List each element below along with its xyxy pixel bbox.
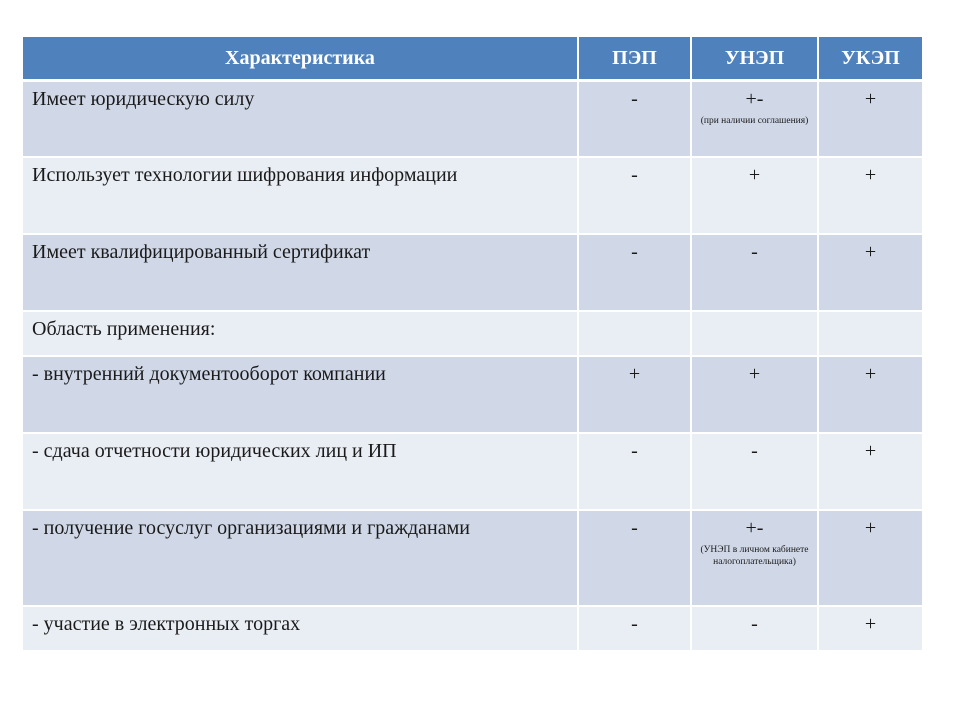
row-label: Имеет юридическую силу: [23, 81, 578, 157]
signature-comparison-table: [23, 37, 922, 652]
cell-ukep: +: [818, 433, 922, 510]
cell-pep: -: [578, 234, 691, 311]
cell-pep: +: [578, 356, 691, 433]
cell-pep: -: [578, 606, 691, 651]
table-row: [23, 356, 922, 433]
cell-pep: -: [578, 81, 691, 157]
cell-ukep: +: [818, 81, 922, 157]
cell-unep-value: +-: [745, 88, 764, 110]
row-label: Имеет квалифицированный сертификат: [23, 234, 578, 311]
header-ukep: УКЭП: [818, 37, 922, 81]
cell-pep: -: [578, 433, 691, 510]
cell-ukep: +: [818, 356, 922, 433]
cell-unep-note: (УНЭП в личном кабинете налогоплательщика): [700, 544, 809, 567]
cell-unep: -: [691, 234, 818, 311]
header-pep: ПЭП: [578, 37, 691, 81]
table-row: [23, 157, 922, 234]
cell-pep: -: [578, 510, 691, 606]
table-row: [23, 234, 922, 311]
signature-comparison-table-wrapper: [23, 37, 922, 652]
section-label: Область применения:: [23, 311, 578, 356]
row-label: - участие в электронных торгах: [23, 606, 578, 651]
cell-unep: -: [691, 606, 818, 651]
cell-unep: +: [691, 356, 818, 433]
cell-ukep: +: [818, 157, 922, 234]
cell-ukep: +: [818, 234, 922, 311]
cell-unep-note: (при наличии соглашения): [700, 116, 809, 126]
table-row: [23, 433, 922, 510]
cell-unep-value: +-: [745, 516, 764, 539]
cell-unep: [691, 81, 818, 157]
cell-unep: [691, 311, 818, 356]
header-characteristic: Характеристика: [23, 37, 578, 81]
row-label: - сдача отчетности юридических лиц и ИП: [23, 433, 578, 510]
row-label: - внутренний документооборот компании: [23, 356, 578, 433]
cell-unep: +: [691, 157, 818, 234]
table-row: [23, 606, 922, 651]
cell-unep: [691, 510, 818, 606]
cell-ukep: +: [818, 510, 922, 606]
cell-ukep: +: [818, 606, 922, 651]
row-label: Использует технологии шифрования информации: [23, 157, 578, 234]
header-unep: УНЭП: [691, 37, 818, 81]
table-header-row: [23, 37, 922, 81]
table-row: [23, 81, 922, 157]
row-label: - получение госуслуг организациями и гражданами: [23, 510, 578, 606]
cell-pep: [578, 311, 691, 356]
table-row-section: [23, 311, 922, 356]
cell-ukep: [818, 311, 922, 356]
table-row: [23, 510, 922, 606]
cell-unep: -: [691, 433, 818, 510]
cell-pep: -: [578, 157, 691, 234]
